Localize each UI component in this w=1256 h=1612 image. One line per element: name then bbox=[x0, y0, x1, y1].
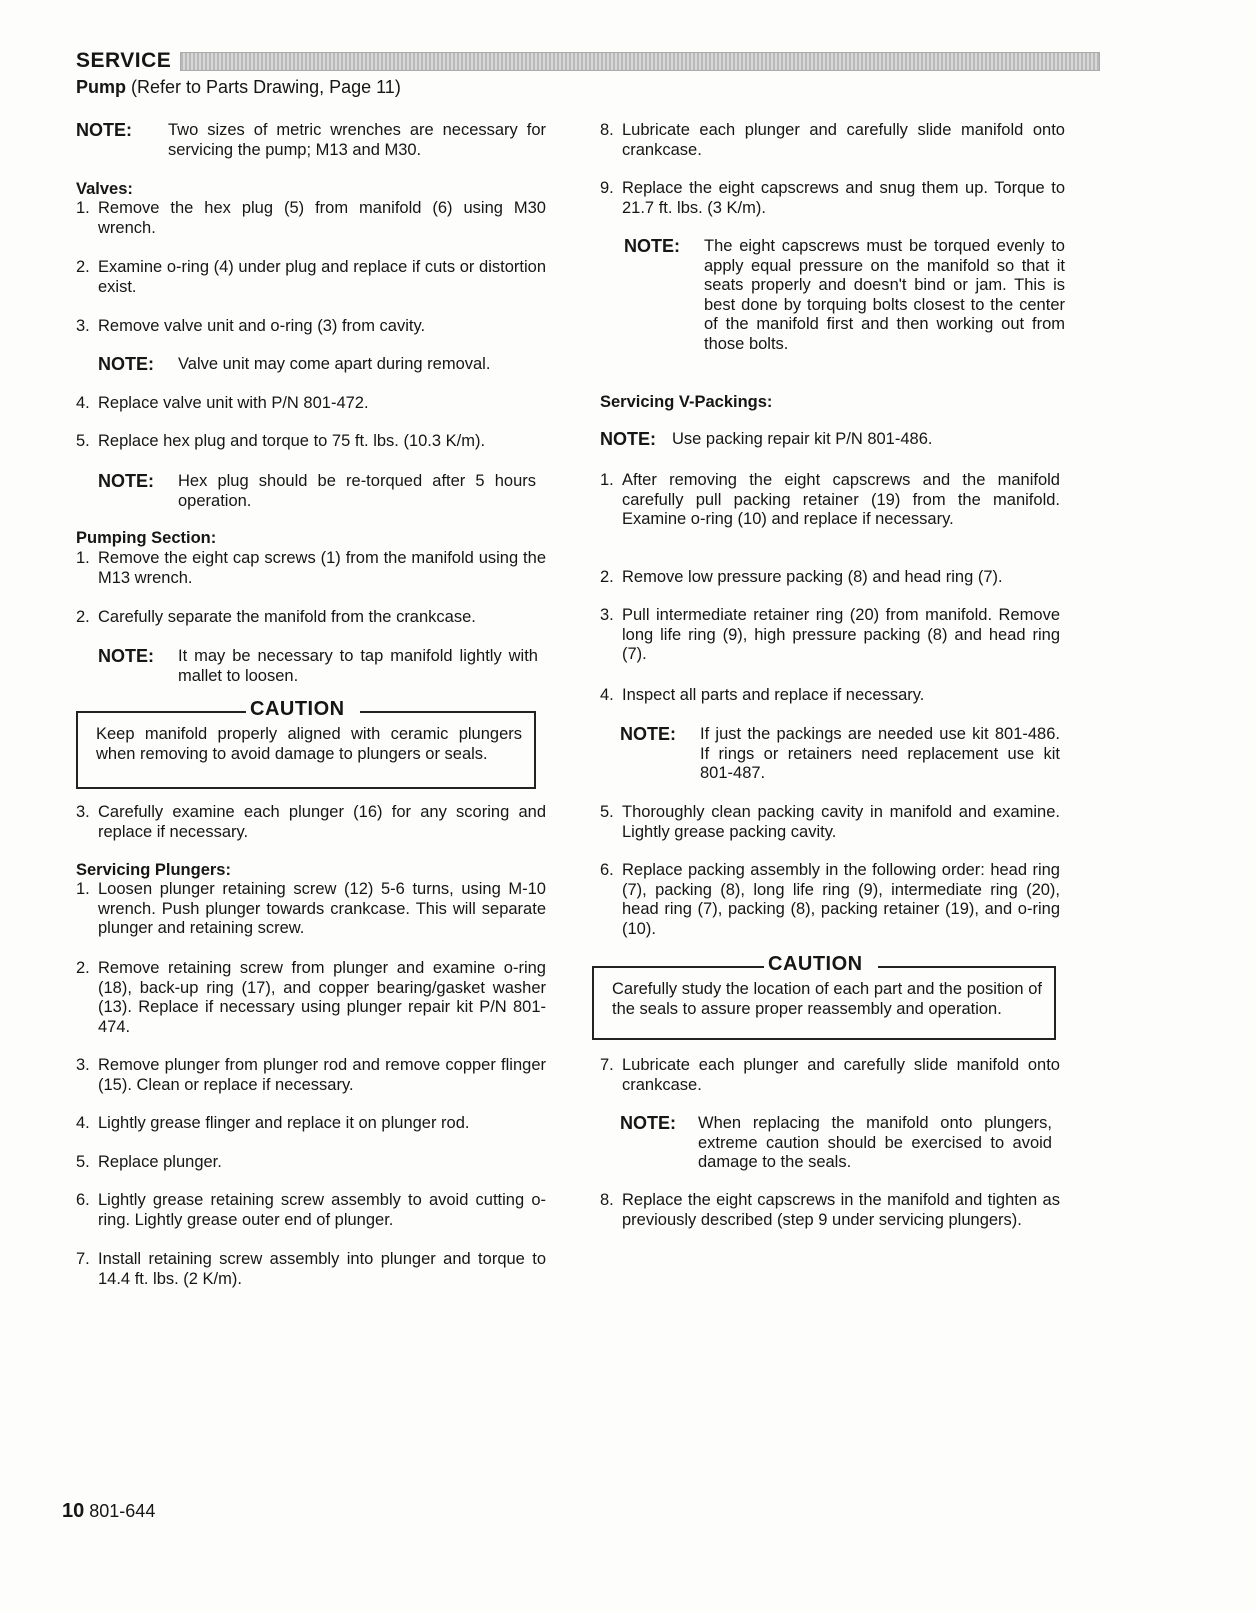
note-text: The eight capscrews must be torqued evenly to apply equal pressure on the manifold so that it seats properly and doesn't bind or jam. This is best done by torquing bolts closest to the center of the manifold first and then working out from those bolts. bbox=[704, 237, 1065, 353]
list-item bbox=[600, 686, 1060, 706]
step-text: Thoroughly clean packing cavity in manifold and examine. Lightly grease packing cavity. bbox=[622, 803, 1060, 841]
step-number: 3. bbox=[600, 606, 614, 624]
list-item bbox=[76, 1153, 546, 1173]
step-number: 4. bbox=[600, 686, 614, 704]
list-item bbox=[76, 1191, 546, 1230]
note-label: NOTE: bbox=[76, 120, 132, 140]
list-item bbox=[600, 121, 1065, 160]
note-label: NOTE: bbox=[620, 1113, 676, 1133]
list-item bbox=[76, 1056, 546, 1095]
step-text: After removing the eight capscrews and the manifold carefully pull packing retainer (19) from the manifold. Examine o-ring (10) and replace if necessary. bbox=[622, 471, 1060, 528]
step-number: 7. bbox=[600, 1056, 614, 1074]
section-header bbox=[76, 49, 1100, 73]
list-item bbox=[76, 317, 546, 337]
step-number: 5. bbox=[600, 803, 614, 821]
step-number: 2. bbox=[600, 568, 614, 586]
note-kit bbox=[600, 430, 1070, 450]
list-item bbox=[600, 1056, 1060, 1095]
step-text: Loosen plunger retaining screw (12) 5-6 turns, using M-10 wrench. Push plunger towards crankcase. This will separate plunger and retaining screw. bbox=[98, 880, 546, 937]
step-number: 3. bbox=[76, 1056, 90, 1074]
pumping-heading: Pumping Section: bbox=[76, 529, 217, 547]
step-text: Remove low pressure packing (8) and head ring (7). bbox=[622, 568, 1003, 586]
step-text: Lightly grease retaining screw assembly to avoid cutting o-ring. Lightly grease outer end of plunger. bbox=[98, 1191, 546, 1229]
note-text: Hex plug should be re-torqued after 5 hours operation. bbox=[178, 472, 536, 510]
valves-heading: Valves: bbox=[76, 180, 133, 198]
list-item bbox=[76, 394, 546, 414]
list-item bbox=[76, 1114, 546, 1134]
step-text: Inspect all parts and replace if necessary. bbox=[622, 686, 925, 704]
step-number: 3. bbox=[76, 803, 90, 821]
step-number: 2. bbox=[76, 608, 90, 626]
page-subtitle bbox=[76, 76, 401, 98]
step-text: Replace packing assembly in the following order: head ring (7), packing (8), long life ring (9), intermediate ring (20), head ring (7), packing (8), packing retainer (19), and o-ring (10). bbox=[622, 861, 1060, 938]
list-item bbox=[600, 1191, 1060, 1230]
note-label: NOTE: bbox=[98, 646, 154, 666]
step-text: Pull intermediate retainer ring (20) from manifold. Remove long life ring (9), high pressure packing (8) and head ring (7). bbox=[622, 606, 1060, 663]
step-text: Install retaining screw assembly into plunger and torque to 14.4 ft. lbs. (2 K/m). bbox=[98, 1250, 546, 1288]
list-item bbox=[76, 880, 546, 939]
step-text: Lubricate each plunger and carefully slide manifold onto crankcase. bbox=[622, 121, 1065, 159]
caution-text: Keep manifold properly aligned with ceramic plungers when removing to avoid damage to plungers or seals. bbox=[96, 725, 522, 763]
note-replacing bbox=[620, 1114, 1052, 1173]
step-text: Replace the eight capscrews in the manifold and tighten as previously described (step 9 under servicing plungers). bbox=[622, 1191, 1060, 1229]
note-text: Two sizes of metric wrenches are necessary for servicing the pump; M13 and M30. bbox=[168, 121, 546, 159]
step-number: 7. bbox=[76, 1250, 90, 1268]
subtitle-ref: (Refer to Parts Drawing, Page 11) bbox=[131, 77, 401, 97]
note-label: NOTE: bbox=[98, 471, 154, 491]
page-number: 10 bbox=[62, 1500, 85, 1522]
caution-box bbox=[76, 698, 536, 789]
note-text: If just the packings are needed use kit 801-486. If rings or retainers need replacement use kit 801-487. bbox=[700, 725, 1060, 782]
step-number: 5. bbox=[76, 432, 90, 450]
step-text: Remove the hex plug (5) from manifold (6) using M30 wrench. bbox=[98, 199, 546, 237]
step-text: Examine o-ring (4) under plug and replace if cuts or distortion exist. bbox=[98, 258, 546, 296]
step-text: Lightly grease flinger and replace it on plunger rod. bbox=[98, 1114, 470, 1132]
step-text: Remove the eight cap screws (1) from the manifold using the M13 wrench. bbox=[98, 549, 546, 587]
note-hex-plug bbox=[98, 472, 536, 511]
step-text: Remove valve unit and o-ring (3) from cavity. bbox=[98, 317, 426, 335]
list-item bbox=[600, 606, 1060, 665]
subtitle-bold: Pump bbox=[76, 77, 127, 97]
note-rings bbox=[620, 725, 1060, 784]
note-label: NOTE: bbox=[624, 236, 680, 256]
list-item bbox=[76, 258, 546, 297]
step-number: 6. bbox=[600, 861, 614, 879]
note-label: NOTE: bbox=[620, 724, 676, 744]
title-rule-bar bbox=[180, 52, 1100, 71]
step-text: Replace hex plug and torque to 75 ft. lbs. (10.3 K/m). bbox=[98, 432, 486, 450]
note-valve-unit bbox=[98, 355, 546, 375]
step-number: 1. bbox=[600, 471, 614, 489]
step-text: Replace plunger. bbox=[98, 1153, 222, 1171]
list-item bbox=[76, 549, 546, 588]
caution-title: CAUTION bbox=[764, 955, 867, 975]
list-item bbox=[76, 803, 546, 842]
note-label: NOTE: bbox=[600, 429, 656, 449]
step-number: 1. bbox=[76, 199, 90, 217]
list-item bbox=[600, 803, 1060, 842]
note-tap bbox=[98, 647, 538, 686]
step-number: 4. bbox=[76, 394, 90, 412]
list-item bbox=[600, 471, 1060, 530]
list-item bbox=[76, 1250, 546, 1289]
step-text: Carefully examine each plunger (16) for any scoring and replace if necessary. bbox=[98, 803, 546, 841]
section-title: SERVICE bbox=[76, 49, 172, 72]
list-item bbox=[600, 861, 1060, 939]
step-number: 5. bbox=[76, 1153, 90, 1171]
list-item bbox=[76, 432, 546, 452]
step-number: 2. bbox=[76, 258, 90, 276]
note-wrenches bbox=[76, 121, 546, 160]
caution-title: CAUTION bbox=[246, 700, 349, 720]
list-item bbox=[600, 568, 1060, 588]
note-text: Use packing repair kit P/N 801-486. bbox=[672, 430, 933, 448]
step-text: Remove retaining screw from plunger and examine o-ring (18), back-up ring (17), and copper bearing/gasket washer (13). Replace if necessary using plunger repair kit P/N 801-474. bbox=[98, 959, 546, 1036]
page-footer bbox=[62, 1500, 155, 1523]
step-number: 1. bbox=[76, 880, 90, 898]
note-text: Valve unit may come apart during removal. bbox=[178, 355, 491, 373]
list-item bbox=[76, 199, 546, 238]
caution-text: Carefully study the location of each part and the position of the seals to assure proper reassembly and operation. bbox=[612, 980, 1042, 1018]
step-number: 1. bbox=[76, 549, 90, 567]
step-number: 8. bbox=[600, 1191, 614, 1209]
step-number: 9. bbox=[600, 179, 614, 197]
note-capscrews bbox=[624, 237, 1065, 354]
step-number: 2. bbox=[76, 959, 90, 977]
list-item bbox=[600, 179, 1065, 218]
note-text: It may be necessary to tap manifold lightly with mallet to loosen. bbox=[178, 647, 538, 685]
step-text: Replace valve unit with P/N 801-472. bbox=[98, 394, 369, 412]
step-text: Carefully separate the manifold from the crankcase. bbox=[98, 608, 476, 626]
step-number: 4. bbox=[76, 1114, 90, 1132]
document-number: 801-644 bbox=[89, 1501, 156, 1521]
step-text: Replace the eight capscrews and snug them up. Torque to 21.7 ft. lbs. (3 K/m). bbox=[622, 179, 1065, 217]
step-text: Remove plunger from plunger rod and remove copper flinger (15). Clean or replace if necessary. bbox=[98, 1056, 546, 1094]
note-label: NOTE: bbox=[98, 354, 154, 374]
caution-box bbox=[592, 953, 1056, 1040]
step-text: Lubricate each plunger and carefully slide manifold onto crankcase. bbox=[622, 1056, 1060, 1094]
step-number: 3. bbox=[76, 317, 90, 335]
plungers-heading: Servicing Plungers: bbox=[76, 861, 231, 879]
list-item bbox=[76, 959, 546, 1037]
vpack-heading: Servicing V-Packings: bbox=[600, 393, 773, 411]
step-number: 6. bbox=[76, 1191, 90, 1209]
note-text: When replacing the manifold onto plungers, extreme caution should be exercised to avoid damage to the seals. bbox=[698, 1114, 1052, 1171]
step-number: 8. bbox=[600, 121, 614, 139]
list-item bbox=[76, 608, 546, 628]
